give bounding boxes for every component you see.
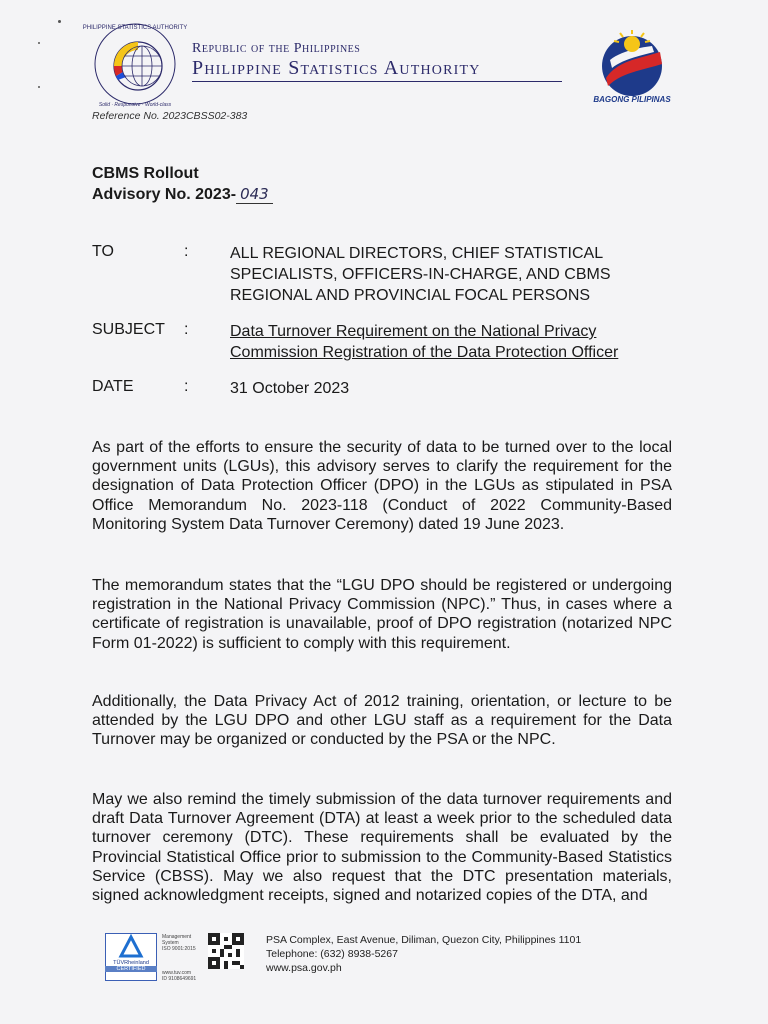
footer-website: www.psa.gov.ph xyxy=(266,962,342,974)
footer-address: PSA Complex, East Avenue, Diliman, Quezon City, Philippines 1101 xyxy=(266,934,582,946)
advisory-number-handwritten: 043 xyxy=(236,185,273,204)
tuv-cert: CERTIFIED xyxy=(105,966,157,972)
psa-seal-logo xyxy=(82,20,188,110)
body-paragraph: As part of the efforts to ensure the security of data to be turned over to the local government units (LGUs), this advisory serves to clarify the requirement for the designation of Data Protection Officer (DPO) in the LGUs as stipulated in PSA Office Memorandum No. 2023-118 (Conduct of 2022 Community-Based Monitoring System Data Turnover Ceremony) dated 19 June 2023. xyxy=(92,439,672,533)
republic-line: Republic of the Philippines xyxy=(192,41,361,56)
reference-number: Reference No. 2023CBSS02-383 xyxy=(92,110,248,122)
footer-telephone: Telephone: (632) 8938-5267 xyxy=(266,948,398,960)
mgmt-line: Management xyxy=(162,934,192,940)
scan-speck xyxy=(38,86,40,88)
agency-name: Philippine Statistics Authority xyxy=(192,57,481,79)
advisory-title-block xyxy=(92,163,273,205)
qr-code-icon xyxy=(208,933,244,969)
to-label: TO xyxy=(92,243,114,260)
tuv-web-info xyxy=(162,970,196,982)
tuv-label xyxy=(105,960,157,972)
seal-text: PHILIPPINE STATISTICS AUTHORITY xyxy=(82,25,188,31)
date-value: 31 October 2023 xyxy=(230,380,350,397)
to-value: ALL REGIONAL DIRECTORS, CHIEF STATISTICAL SPECIALISTS, OFFICERS-IN-CHARGE, AND CBMS REGIONAL AND PROVINCIAL FOCAL PERSONS xyxy=(230,245,611,304)
tuv-name: TÜVRheinland xyxy=(113,960,149,966)
subject-value: Data Turnover Requirement on the National Privacy Commission Registration of the Data Protection Officer xyxy=(230,323,619,361)
tuv-certification-logo xyxy=(105,933,157,981)
body-paragraph: May we also remind the timely submission of the data turnover requirements and draft Data Turnover Agreement (DTA) at least a week prior to the scheduled data turnover ceremony (DTC). These requirements shall be evaluated by the Provincial Statistical Office prior to submission to the Community-Based Statistics Service (CBSS). May we also request that the DTC presentation materials, signed acknowledgment receipts, signed and notarized copies of the DTA, and xyxy=(92,791,672,905)
bagong-pilipinas-logo xyxy=(596,30,668,98)
to-colon: : xyxy=(184,243,189,260)
date-colon: : xyxy=(184,378,189,395)
body-paragraph: The memorandum states that the “LGU DPO should be registered or undergoing registration in the National Privacy Commission (NPC).” Thus, in cases where a certificate of registration is unavailable, proof of DPO registration (notarized NPC Form 01-2022) is sufficient to comply with this requirement. xyxy=(92,577,672,652)
date-label: DATE xyxy=(92,378,134,395)
subject-label: SUBJECT xyxy=(92,321,165,338)
tuv-web-line: ID 9108649691 xyxy=(162,976,197,982)
management-system-info xyxy=(162,934,196,952)
advisory-number-prefix: Advisory No. 2023- xyxy=(92,186,237,203)
subject-colon: : xyxy=(184,321,189,338)
advisory-title: CBMS Rollout xyxy=(92,165,199,182)
body-paragraph: Additionally, the Data Privacy Act of 2012 training, orientation, or lecture to be attended by the LGU DPO and other LGU staff as a requirement for the Data Turnover may be organized or conducted by the PSA or the NPC. xyxy=(92,693,672,749)
scan-speck xyxy=(58,20,61,23)
mgmt-line: System xyxy=(162,940,179,946)
mgmt-line: ISO 9001:2015 xyxy=(162,946,196,952)
seal-motto: Solid · Responsive · World-class xyxy=(98,102,172,108)
bagong-pilipinas-text: BAGONG PILIPINAS xyxy=(593,95,671,104)
agency-underline xyxy=(192,81,562,82)
footer-contact xyxy=(266,933,581,975)
tuv-web-line: www.tuv.com xyxy=(162,970,192,976)
advisory-number xyxy=(92,184,273,205)
scan-speck xyxy=(38,42,40,44)
